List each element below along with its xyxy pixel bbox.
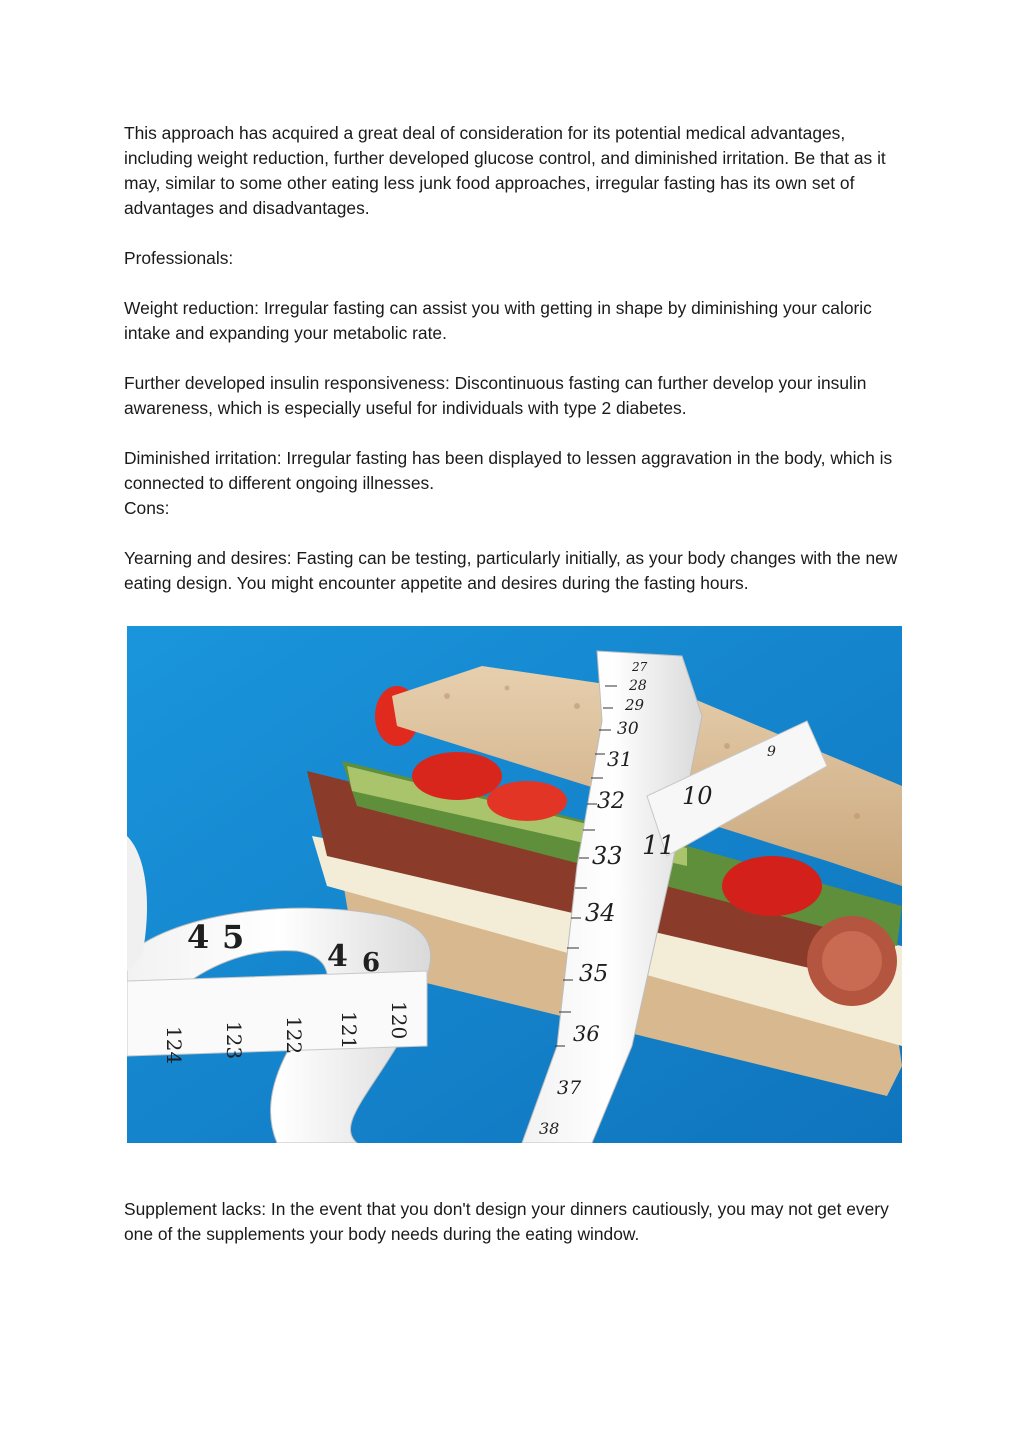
- tape-number: 28: [629, 678, 647, 694]
- con-cravings-paragraph: Yearning and desires: Fasting can be testing, particularly initially, as your body changes with the new eating design. You might encounter appetite and desires during the fasting hours.: [124, 548, 898, 593]
- tape-number: 36: [573, 1022, 600, 1046]
- tape-number: 4: [327, 939, 348, 974]
- con-nutrients-paragraph: Supplement lacks: In the event that you don't design your dinners cautiously, you may not get every one of the supplements your body needs during the eating window.: [124, 1199, 889, 1244]
- pro-inflammation-paragraph: Diminished irritation: Irregular fasting has been displayed to lessen aggravation in the body, which is connected to different ongoing illnesses.: [124, 448, 893, 493]
- red-pepper-2: [487, 781, 567, 821]
- tape-number: 121: [337, 1011, 361, 1050]
- tape-number: 35: [579, 961, 609, 987]
- intro-paragraph: This approach has acquired a great deal of consideration for its potential medical advantages, including weight reduction, further developed glucose control, and diminished irritation. Be that as it may, similar to some other eating less junk food approaches, irregular fasting has its own set of advantages and disadvantages.: [124, 123, 886, 218]
- tape-number: 27: [632, 660, 648, 674]
- tape-number: 32: [597, 789, 625, 814]
- sandwich-measuring-tape-photo: [127, 626, 902, 1143]
- tape-number: 33: [592, 842, 623, 870]
- tape-number: 31: [607, 747, 633, 771]
- tape-number: 122: [282, 1016, 306, 1055]
- tape-number: 11: [642, 831, 676, 861]
- tape-number: 123: [222, 1021, 246, 1060]
- tape-number: 9: [767, 744, 776, 760]
- tape-number: 120: [387, 1001, 411, 1040]
- red-pepper-3: [722, 856, 822, 916]
- pro-weight-paragraph: Weight reduction: Irregular fasting can assist you with getting in shape by diminishing your caloric intake and expanding your metabolic rate.: [124, 298, 872, 343]
- tape-number: 29: [625, 696, 645, 714]
- tape-number: 10: [682, 782, 713, 810]
- pros-heading: Professionals:: [124, 248, 234, 268]
- red-pepper-1: [412, 752, 502, 800]
- tape-number: 6: [362, 948, 381, 978]
- tape-number: 30: [617, 719, 639, 739]
- document-body-continued: [124, 1197, 904, 1247]
- tape-number: 4: [187, 918, 210, 956]
- cons-heading: Cons:: [124, 498, 170, 518]
- tape-number: 124: [162, 1026, 186, 1065]
- tape-number: 34: [585, 899, 616, 927]
- tape-number: 5: [222, 918, 245, 956]
- tape-number: 38: [539, 1119, 560, 1138]
- document-body: [124, 121, 904, 596]
- pro-insulin-paragraph: Further developed insulin responsiveness: Discontinuous fasting can further develop your insulin awareness, which is especially useful for individuals with type 2 diabetes.: [124, 373, 867, 418]
- tape-number: 37: [557, 1077, 582, 1099]
